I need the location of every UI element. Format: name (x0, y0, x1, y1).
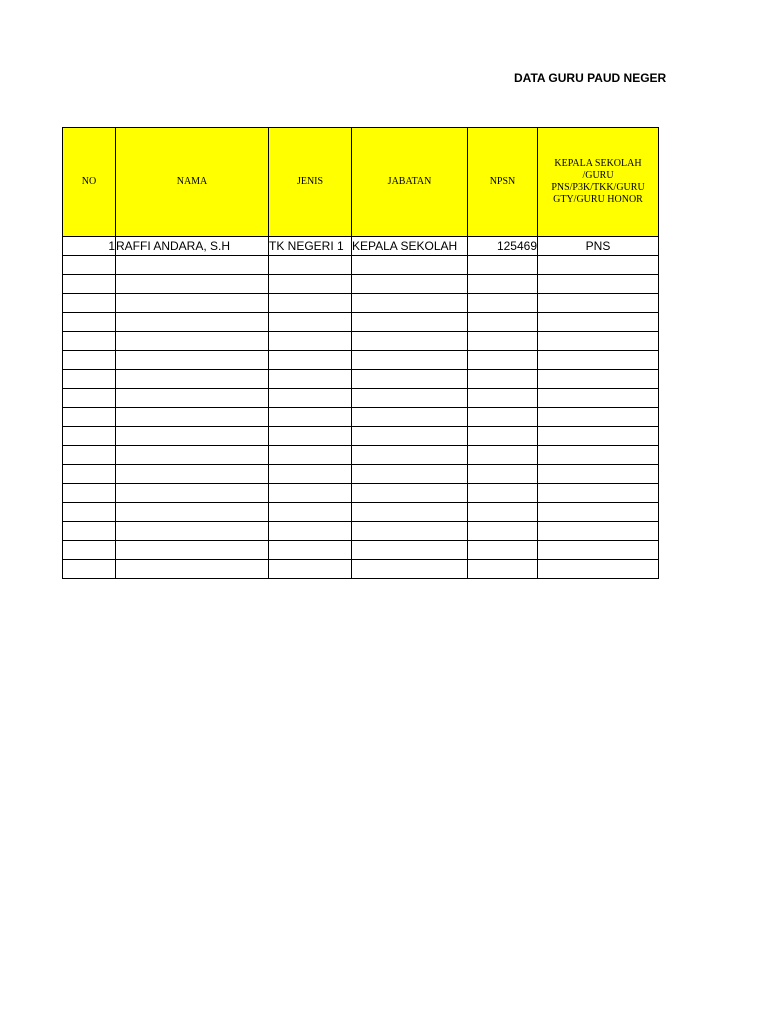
cell-empty[interactable] (63, 351, 116, 370)
header-status-text: KEPALA SEKOLAH /GURU PNS/P3K/TKK/GURU GTY/GURU HONOR (551, 158, 645, 205)
cell-empty[interactable] (352, 370, 468, 389)
cell-empty[interactable] (538, 256, 659, 275)
header-npsn: NPSN (468, 128, 538, 237)
cell-empty[interactable] (352, 408, 468, 427)
cell-empty[interactable] (538, 275, 659, 294)
cell-empty[interactable] (352, 313, 468, 332)
document-title: DATA GURU PAUD NEGER (514, 71, 667, 85)
table-row-empty (63, 294, 659, 313)
cell-empty[interactable] (63, 484, 116, 503)
cell-empty[interactable] (352, 484, 468, 503)
cell-empty[interactable] (63, 332, 116, 351)
table-row-empty (63, 256, 659, 275)
cell-empty[interactable] (116, 294, 269, 313)
cell-empty[interactable] (269, 446, 352, 465)
cell-empty[interactable] (63, 256, 116, 275)
cell-empty[interactable] (63, 275, 116, 294)
cell-jabatan[interactable]: KEPALA SEKOLAH (352, 237, 468, 256)
table-row-empty (63, 446, 659, 465)
table-row-empty (63, 370, 659, 389)
cell-empty[interactable] (116, 560, 269, 579)
cell-empty[interactable] (269, 294, 352, 313)
cell-empty[interactable] (352, 446, 468, 465)
table-row-empty (63, 408, 659, 427)
cell-empty[interactable] (269, 484, 352, 503)
cell-empty[interactable] (352, 541, 468, 560)
cell-empty[interactable] (116, 503, 269, 522)
cell-empty[interactable] (468, 408, 538, 427)
cell-empty[interactable] (269, 275, 352, 294)
cell-empty[interactable] (269, 332, 352, 351)
cell-empty[interactable] (468, 256, 538, 275)
cell-empty[interactable] (538, 351, 659, 370)
cell-empty[interactable] (352, 294, 468, 313)
cell-empty[interactable] (269, 541, 352, 560)
table-row-empty (63, 332, 659, 351)
cell-empty[interactable] (116, 465, 269, 484)
cell-empty[interactable] (63, 389, 116, 408)
cell-empty[interactable] (352, 332, 468, 351)
cell-nama[interactable]: RAFFI ANDARA, S.H (116, 237, 269, 256)
table-row-empty (63, 465, 659, 484)
cell-empty[interactable] (468, 370, 538, 389)
cell-empty[interactable] (269, 351, 352, 370)
cell-empty[interactable] (116, 313, 269, 332)
cell-empty[interactable] (116, 484, 269, 503)
header-no: NO (63, 128, 116, 237)
cell-empty[interactable] (352, 256, 468, 275)
cell-empty[interactable] (352, 275, 468, 294)
cell-empty[interactable] (269, 389, 352, 408)
cell-empty[interactable] (468, 503, 538, 522)
cell-empty[interactable] (468, 541, 538, 560)
cell-empty[interactable] (116, 408, 269, 427)
cell-empty[interactable] (63, 313, 116, 332)
cell-empty[interactable] (63, 446, 116, 465)
cell-empty[interactable] (116, 256, 269, 275)
table-row (63, 237, 659, 256)
cell-empty[interactable] (352, 560, 468, 579)
cell-empty[interactable] (538, 370, 659, 389)
teacher-data-table (62, 127, 659, 579)
cell-empty[interactable] (468, 427, 538, 446)
cell-empty[interactable] (63, 503, 116, 522)
cell-empty[interactable] (269, 256, 352, 275)
cell-empty[interactable] (116, 351, 269, 370)
cell-empty[interactable] (116, 370, 269, 389)
cell-empty[interactable] (538, 332, 659, 351)
cell-empty[interactable] (538, 313, 659, 332)
cell-empty[interactable] (468, 484, 538, 503)
cell-empty[interactable] (468, 332, 538, 351)
cell-empty[interactable] (269, 370, 352, 389)
table-row-empty (63, 522, 659, 541)
cell-empty[interactable] (269, 560, 352, 579)
cell-empty[interactable] (538, 294, 659, 313)
cell-empty[interactable] (468, 294, 538, 313)
cell-empty[interactable] (352, 389, 468, 408)
cell-empty[interactable] (116, 522, 269, 541)
cell-empty[interactable] (269, 465, 352, 484)
cell-empty[interactable] (352, 351, 468, 370)
header-nama: NAMA (116, 128, 269, 237)
cell-empty[interactable] (63, 370, 116, 389)
cell-empty[interactable] (468, 313, 538, 332)
cell-no[interactable]: 1 (63, 237, 116, 256)
cell-empty[interactable] (116, 275, 269, 294)
cell-empty[interactable] (269, 427, 352, 446)
table-row-empty (63, 351, 659, 370)
cell-empty[interactable] (468, 275, 538, 294)
cell-empty[interactable] (116, 389, 269, 408)
cell-empty[interactable] (468, 351, 538, 370)
cell-empty[interactable] (538, 408, 659, 427)
cell-status[interactable]: PNS (538, 237, 659, 256)
cell-empty[interactable] (538, 465, 659, 484)
cell-empty[interactable] (63, 427, 116, 446)
cell-empty[interactable] (538, 503, 659, 522)
cell-empty[interactable] (538, 560, 659, 579)
cell-empty[interactable] (269, 522, 352, 541)
header-jabatan: JABATAN (352, 128, 468, 237)
cell-empty[interactable] (468, 522, 538, 541)
cell-empty[interactable] (116, 427, 269, 446)
cell-empty[interactable] (352, 427, 468, 446)
cell-empty[interactable] (63, 408, 116, 427)
cell-empty[interactable] (116, 446, 269, 465)
cell-empty[interactable] (63, 541, 116, 560)
header-jenis: JENIS (269, 128, 352, 237)
cell-empty[interactable] (116, 541, 269, 560)
table-row-empty (63, 275, 659, 294)
cell-empty[interactable] (538, 541, 659, 560)
cell-empty[interactable] (538, 389, 659, 408)
table-row-empty (63, 541, 659, 560)
cell-npsn[interactable]: 125469 (468, 237, 538, 256)
table-row-empty (63, 427, 659, 446)
cell-empty[interactable] (116, 332, 269, 351)
table-row-empty (63, 560, 659, 579)
table-header-row (63, 128, 659, 237)
cell-empty[interactable] (538, 522, 659, 541)
cell-empty[interactable] (538, 427, 659, 446)
cell-jenis[interactable]: TK NEGERI 1 (269, 237, 352, 256)
cell-empty[interactable] (352, 522, 468, 541)
cell-empty[interactable] (538, 446, 659, 465)
cell-empty[interactable] (269, 408, 352, 427)
table-row-empty (63, 389, 659, 408)
cell-empty[interactable] (468, 560, 538, 579)
cell-empty[interactable] (468, 389, 538, 408)
cell-empty[interactable] (63, 560, 116, 579)
cell-empty[interactable] (352, 465, 468, 484)
cell-empty[interactable] (468, 446, 538, 465)
cell-empty[interactable] (468, 465, 538, 484)
cell-empty[interactable] (538, 484, 659, 503)
header-status (538, 128, 659, 237)
cell-empty[interactable] (63, 465, 116, 484)
cell-empty[interactable] (63, 294, 116, 313)
cell-empty[interactable] (269, 313, 352, 332)
cell-empty[interactable] (352, 503, 468, 522)
table-row-empty (63, 484, 659, 503)
table-row-empty (63, 313, 659, 332)
table-row-empty (63, 503, 659, 522)
cell-empty[interactable] (269, 503, 352, 522)
cell-empty[interactable] (63, 522, 116, 541)
